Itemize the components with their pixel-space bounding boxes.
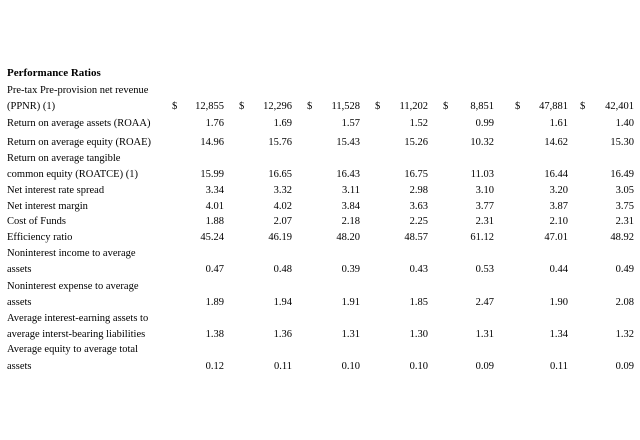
table-cell: 14.96 — [200, 137, 224, 148]
table-cell: 3.84 — [341, 201, 360, 212]
table-cell: 8,851 — [470, 101, 494, 112]
table-cell: 2.98 — [409, 185, 428, 196]
currency-symbol: $ — [307, 101, 313, 112]
row-label: Noninterest income to average — [7, 248, 136, 259]
table-cell: 3.87 — [549, 201, 568, 212]
row-label: Average interest-earning assets to — [7, 313, 149, 324]
table-cell: 1.57 — [341, 118, 360, 129]
currency-symbol: $ — [515, 101, 521, 112]
table-cell: 1.88 — [205, 216, 224, 227]
table-cell: 0.47 — [205, 264, 224, 275]
table-cell: 0.12 — [205, 361, 224, 372]
row-label: Noninterest expense to average — [7, 281, 139, 292]
table-cell: 15.30 — [610, 137, 634, 148]
table-cell: 0.99 — [475, 118, 494, 129]
table-cell: 0.39 — [341, 264, 360, 275]
table-cell: 1.89 — [205, 297, 224, 308]
table-cell: 0.11 — [274, 361, 292, 372]
currency-symbol: $ — [239, 101, 245, 112]
table-cell: 2.31 — [615, 216, 634, 227]
table-cell: 1.34 — [549, 329, 568, 340]
table-cell: 0.49 — [615, 264, 634, 275]
table-cell: 16.43 — [336, 169, 360, 180]
table-cell: 1.31 — [475, 329, 494, 340]
table-cell: 3.20 — [549, 185, 568, 196]
table-cell: 3.77 — [475, 201, 494, 212]
row-label: Return on average tangible — [7, 153, 121, 164]
table-cell: 16.49 — [610, 169, 634, 180]
table-cell: 3.05 — [615, 185, 634, 196]
table-cell: 1.61 — [549, 118, 568, 129]
table-cell: 47.01 — [544, 232, 568, 243]
table-cell: 3.75 — [615, 201, 634, 212]
table-cell: 1.32 — [615, 329, 634, 340]
row-label: assets — [7, 297, 32, 308]
table-cell: 3.10 — [475, 185, 494, 196]
table-cell: 3.63 — [409, 201, 428, 212]
table-cell: 1.36 — [273, 329, 292, 340]
table-cell: 46.19 — [268, 232, 292, 243]
table-cell: 4.01 — [205, 201, 224, 212]
table-cell: 12,855 — [195, 101, 224, 112]
table-cell: 0.44 — [549, 264, 568, 275]
row-label: Net interest margin — [7, 201, 88, 212]
table-cell: 1.69 — [273, 118, 292, 129]
table-cell: 1.91 — [341, 297, 360, 308]
currency-symbol: $ — [443, 101, 449, 112]
table-cell: 1.90 — [549, 297, 568, 308]
table-cell: 11,202 — [399, 101, 428, 112]
table-cell: 61.12 — [470, 232, 494, 243]
table-cell: 0.10 — [409, 361, 428, 372]
table-cell: 48.92 — [610, 232, 634, 243]
section-title: Performance Ratios — [7, 67, 101, 79]
table-cell: 15.99 — [200, 169, 224, 180]
table-cell: 45.24 — [200, 232, 224, 243]
table-cell: 0.48 — [273, 264, 292, 275]
row-label: Cost of Funds — [7, 216, 66, 227]
table-cell: 47,881 — [539, 101, 568, 112]
table-cell: 0.11 — [550, 361, 568, 372]
table-cell: 0.09 — [615, 361, 634, 372]
table-cell: 1.40 — [615, 118, 634, 129]
currency-symbol: $ — [375, 101, 381, 112]
table-cell: 1.38 — [205, 329, 224, 340]
row-label: Return on average equity (ROAE) — [7, 137, 152, 148]
table-cell: 11,528 — [331, 101, 360, 112]
row-label: Return on average assets (ROAA) — [7, 118, 151, 129]
table-cell: 1.52 — [409, 118, 428, 129]
row-label: common equity (ROATCE) (1) — [7, 169, 138, 180]
table-cell: 3.34 — [205, 185, 224, 196]
table-cell: 3.32 — [273, 185, 292, 196]
table-cell: 15.26 — [404, 137, 428, 148]
table-cell: 16.75 — [404, 169, 428, 180]
table-cell: 0.53 — [475, 264, 494, 275]
table-cell: 14.62 — [544, 137, 568, 148]
table-cell: 48.20 — [336, 232, 360, 243]
table-cell: 16.44 — [544, 169, 568, 180]
row-label: (PPNR) (1) — [7, 101, 56, 112]
table-cell: 10.32 — [470, 137, 494, 148]
table-cell: 3.11 — [342, 185, 360, 196]
row-label: Efficiency ratio — [7, 232, 73, 243]
table-cell: 1.76 — [205, 118, 224, 129]
table-cell: 0.10 — [341, 361, 360, 372]
table-cell: 1.94 — [273, 297, 292, 308]
row-label: Net interest rate spread — [7, 185, 105, 196]
table-cell: 2.25 — [409, 216, 428, 227]
row-label: Pre-tax Pre-provision net revenue — [7, 85, 149, 96]
table-cell: 48.57 — [404, 232, 428, 243]
table-cell: 1.30 — [409, 329, 428, 340]
table-cell: 16.65 — [268, 169, 292, 180]
row-label: assets — [7, 361, 32, 372]
table-cell: 2.47 — [475, 297, 494, 308]
table-cell: 2.10 — [549, 216, 568, 227]
currency-symbol: $ — [580, 101, 586, 112]
table-cell: 0.43 — [409, 264, 428, 275]
table-cell: 15.43 — [336, 137, 360, 148]
row-label: average interst-bearing liabilities — [7, 329, 146, 340]
table-cell: 0.09 — [475, 361, 494, 372]
row-label: Average equity to average total — [7, 344, 138, 355]
table-cell: 42,401 — [605, 101, 634, 112]
table-cell: 4.02 — [273, 201, 292, 212]
row-label: assets — [7, 264, 32, 275]
table-cell: 11.03 — [470, 169, 494, 180]
table-cell: 1.31 — [341, 329, 360, 340]
table-cell: 2.31 — [475, 216, 494, 227]
table-cell: 12,296 — [263, 101, 292, 112]
table-cell: 2.08 — [615, 297, 634, 308]
table-cell: 2.07 — [273, 216, 292, 227]
table-cell: 1.85 — [409, 297, 428, 308]
table-cell: 2.18 — [341, 216, 360, 227]
table-cell: 15.76 — [268, 137, 292, 148]
currency-symbol: $ — [172, 101, 178, 112]
